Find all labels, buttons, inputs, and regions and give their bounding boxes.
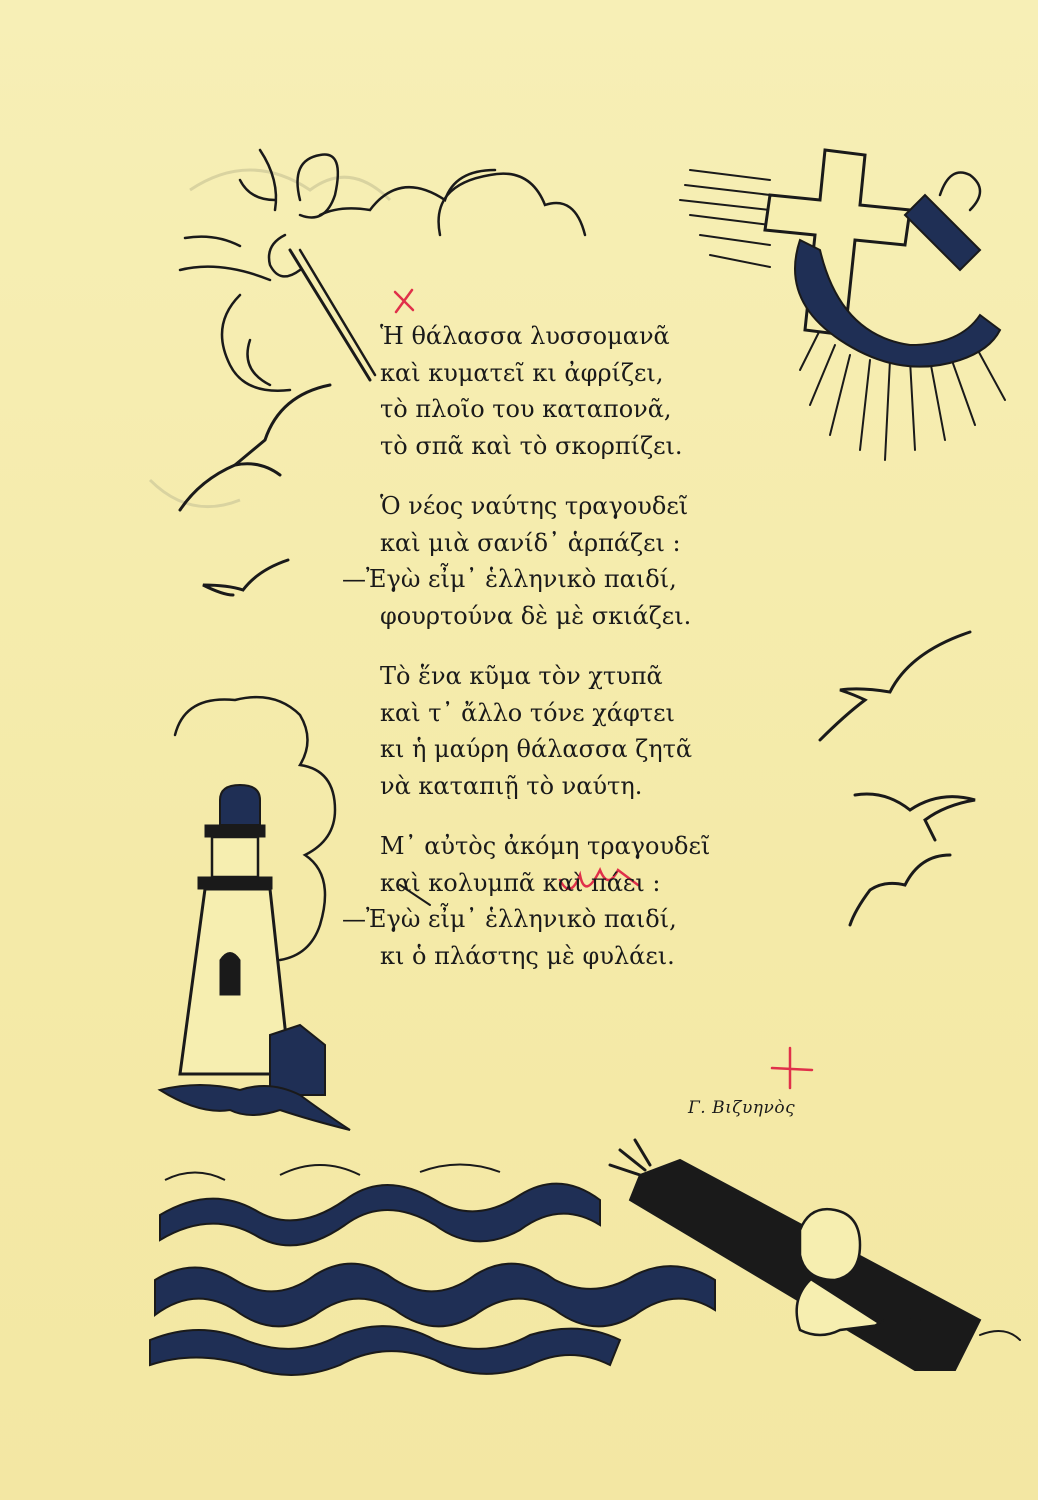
poem-line: καὶ κυματεῖ κι ἀφρίζει, <box>380 358 664 387</box>
poem-line: —Ἐγὼ εἶμ᾽ ἑλληνικὸ παιδί, <box>342 565 677 593</box>
stanza <box>342 828 810 974</box>
poem-line: καὶ κολυμπᾶ καὶ πάει : <box>380 868 661 897</box>
poem-line: κι ὁ πλάστης μὲ φυλάει. <box>380 941 675 970</box>
stanza <box>380 658 810 804</box>
sailor-on-plank <box>610 1140 1020 1370</box>
waves <box>150 1165 715 1376</box>
poem-line: καὶ τ᾽ ἄλλο τόνε χάφτει <box>380 698 675 727</box>
seagull-icon <box>855 794 975 840</box>
poem-line: Μ᾽ αὐτὸς ἀκόμη τραγουδεῖ <box>380 832 711 860</box>
stanza <box>380 318 810 464</box>
poem-line: κι ἡ μαύρη θάλασσα ζητᾶ <box>380 735 693 763</box>
seagull-icon <box>850 855 950 925</box>
poem-author: Γ. Βιζυηνὸς <box>688 1098 796 1118</box>
poem-line: —Ἐγὼ εἶμ᾽ ἑλληνικὸ παιδί, <box>342 905 677 933</box>
poem-line: τὸ σπᾶ καὶ τὸ σκορπίζει. <box>380 431 683 460</box>
seagull-icon <box>820 632 970 740</box>
poem-line: Ὁ νέος ναύτης τραγουδεῖ <box>380 492 689 520</box>
seagull-icon <box>203 560 288 595</box>
lighthouse <box>160 697 350 1130</box>
poem-line: Ἡ θάλασσα λυσσομανᾶ <box>380 322 670 350</box>
poem-line: Τὸ ἕνα κῦμα τὸν χτυπᾶ <box>380 662 663 690</box>
stanza <box>342 488 810 634</box>
poem-line: φουρτούνα δὲ μὲ σκιάζει. <box>380 601 692 630</box>
seagull-icon <box>180 385 330 510</box>
poem-line: νὰ καταπιῇ τὸ ναύτη. <box>380 771 643 800</box>
poem <box>342 318 810 998</box>
poem-line: τὸ πλοῖο του καταπονᾶ, <box>380 395 672 423</box>
poem-line: καὶ μιὰ σανίδ᾽ ἁρπάζει : <box>380 528 681 557</box>
